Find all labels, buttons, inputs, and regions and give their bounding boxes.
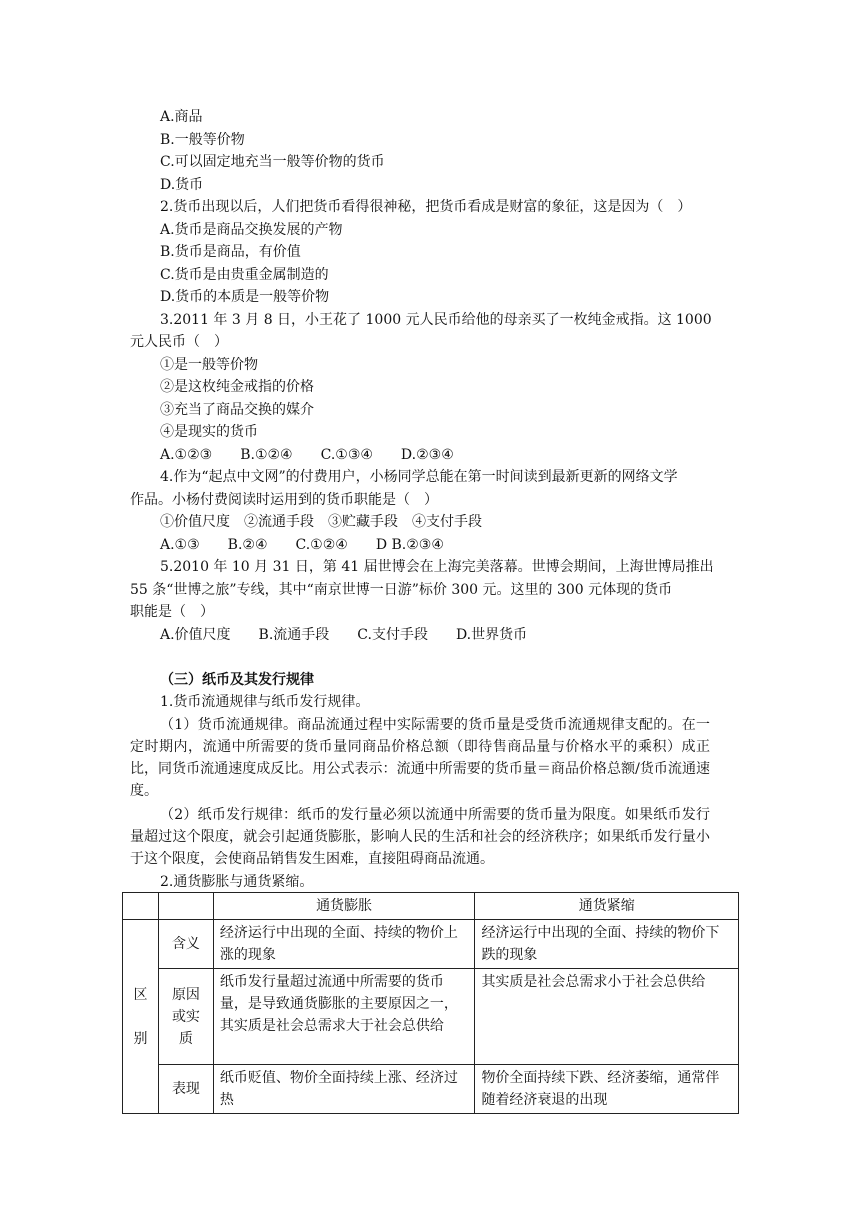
cell-inflation-cause: 纸币发行量超过流通中所需要的货币量，是导致通货膨胀的主要原因之一，其实质是社会总需求大于社会总供给 xyxy=(213,969,475,1065)
q5-stem-line1: 5.2010 年 10 月 31 日，第 41 届世博会在上海完美落幕。世博会期间，上海世博局推出 xyxy=(160,559,714,575)
q5-choices: A.价值尺度 B.流通手段 C.支付手段 D.世界货币 xyxy=(160,627,528,643)
q4-choices: A.①③ B.②④ C.①②④ D B.②③④ xyxy=(160,537,444,553)
q4-stem-line2: 作品。小杨付费阅读时运用到的货币职能是（ ） xyxy=(130,492,438,508)
table-row xyxy=(123,969,739,1065)
table-row xyxy=(123,1065,739,1114)
q5-stem-line3: 职能是（ ） xyxy=(130,604,214,620)
para-paper-money-issuance: （2）纸币发行规律：纸币的发行量必须以流通中所需要的货币量为限度。如果纸币发行量超过这个限度，就会引起通货膨胀，影响人民的生活和社会的经济秩序；如果纸币发行量小于这个限度，会使商品销售发生困难，直接阻碍商品流通。 xyxy=(130,807,710,867)
q1-option-d: D.货币 xyxy=(160,177,204,193)
table-header-empty-2 xyxy=(158,893,213,920)
table-row xyxy=(123,920,739,969)
q3-item-4: ④是现实的货币 xyxy=(160,424,258,440)
table-header-empty-1 xyxy=(123,893,159,920)
table-header-row xyxy=(123,893,739,920)
cell-deflation-cause: 其实质是社会总需求小于社会总供给 xyxy=(475,969,739,1065)
row-label-cause: 原因或实质 xyxy=(158,969,213,1065)
row-label-meaning: 含义 xyxy=(158,920,213,969)
group-label-char-1: 区 xyxy=(133,986,148,1003)
q3-item-1: ①是一般等价物 xyxy=(160,357,258,373)
q2-option-b: B.货币是商品，有价值 xyxy=(160,244,301,260)
table-header-inflation: 通货膨胀 xyxy=(213,893,475,920)
q3-stem-line1: 3.2011 年 3 月 8 日，小王花了 1000 元人民币给他的母亲买了一枚纯金戒指。这 1000 xyxy=(160,312,712,328)
group-label-char-2: 别 xyxy=(133,1030,148,1047)
q4-items: ①价值尺度 ②流通手段 ③贮藏手段 ④支付手段 xyxy=(160,514,482,530)
q1-option-c: C.可以固定地充当一般等价物的货币 xyxy=(160,154,385,170)
q3-item-2: ②是这枚纯金戒指的价格 xyxy=(160,379,314,395)
q2-option-c: C.货币是由贵重金属制造的 xyxy=(160,267,329,283)
section-sub2: 2.通货膨胀与通货紧缩。 xyxy=(160,874,314,890)
cell-deflation-manifestation: 物价全面持续下跌、经济萎缩，通常伴随着经济衰退的出现 xyxy=(475,1065,739,1114)
cell-inflation-manifestation: 纸币贬值、物价全面持续上涨、经济过热 xyxy=(213,1065,475,1114)
q3-choices: A.①②③ B.①②④ C.①③④ D.②③④ xyxy=(160,447,454,463)
cell-inflation-meaning: 经济运行中出现的全面、持续的物价上涨的现象 xyxy=(213,920,475,969)
q2-option-d: D.货币的本质是一般等价物 xyxy=(160,289,330,305)
inflation-deflation-table xyxy=(122,892,739,1114)
q1-option-a: A.商品 xyxy=(160,109,203,125)
q5-stem-line2: 55 条“世博之旅”专线，其中“南京世博一日游”标价 300 元。这里的 300 元体现的货币 xyxy=(130,582,673,598)
q3-item-3: ③充当了商品交换的媒介 xyxy=(160,402,314,418)
para-currency-circulation: （1）货币流通规律。商品流通过程中实际需要的货币量是受货币流通规律支配的。在一定时期内，流通中所需要的货币量同商品价格总额（即待售商品量与价格水平的乘积）成正比，同货币流通速度成反比。用公式表示：流通中所需要的货币量＝商品价格总额/货币流通速度。 xyxy=(130,717,710,799)
q1-option-b: B.一般等价物 xyxy=(160,132,245,148)
section-sub1: 1.货币流通规律与纸币发行规律。 xyxy=(160,694,370,710)
section-heading: （三）纸币及其发行规律 xyxy=(160,672,314,688)
q2-option-a: A.货币是商品交换发展的产物 xyxy=(160,222,343,238)
q3-stem-line2: 元人民币（ ） xyxy=(130,334,228,350)
q4-stem-line1: 4.作为“起点中文网”的付费用户，小杨同学总能在第一时间读到最新更新的网络文学 xyxy=(160,469,678,485)
table-group-label xyxy=(123,920,159,1114)
q2-stem: 2.货币出现以后，人们把货币看得很神秘，把货币看成是财富的象征，这是因为（ ） xyxy=(160,199,692,215)
table-header-deflation: 通货紧缩 xyxy=(475,893,739,920)
cell-deflation-meaning: 经济运行中出现的全面、持续的物价下跌的现象 xyxy=(475,920,739,969)
row-label-manifestation: 表现 xyxy=(158,1065,213,1114)
